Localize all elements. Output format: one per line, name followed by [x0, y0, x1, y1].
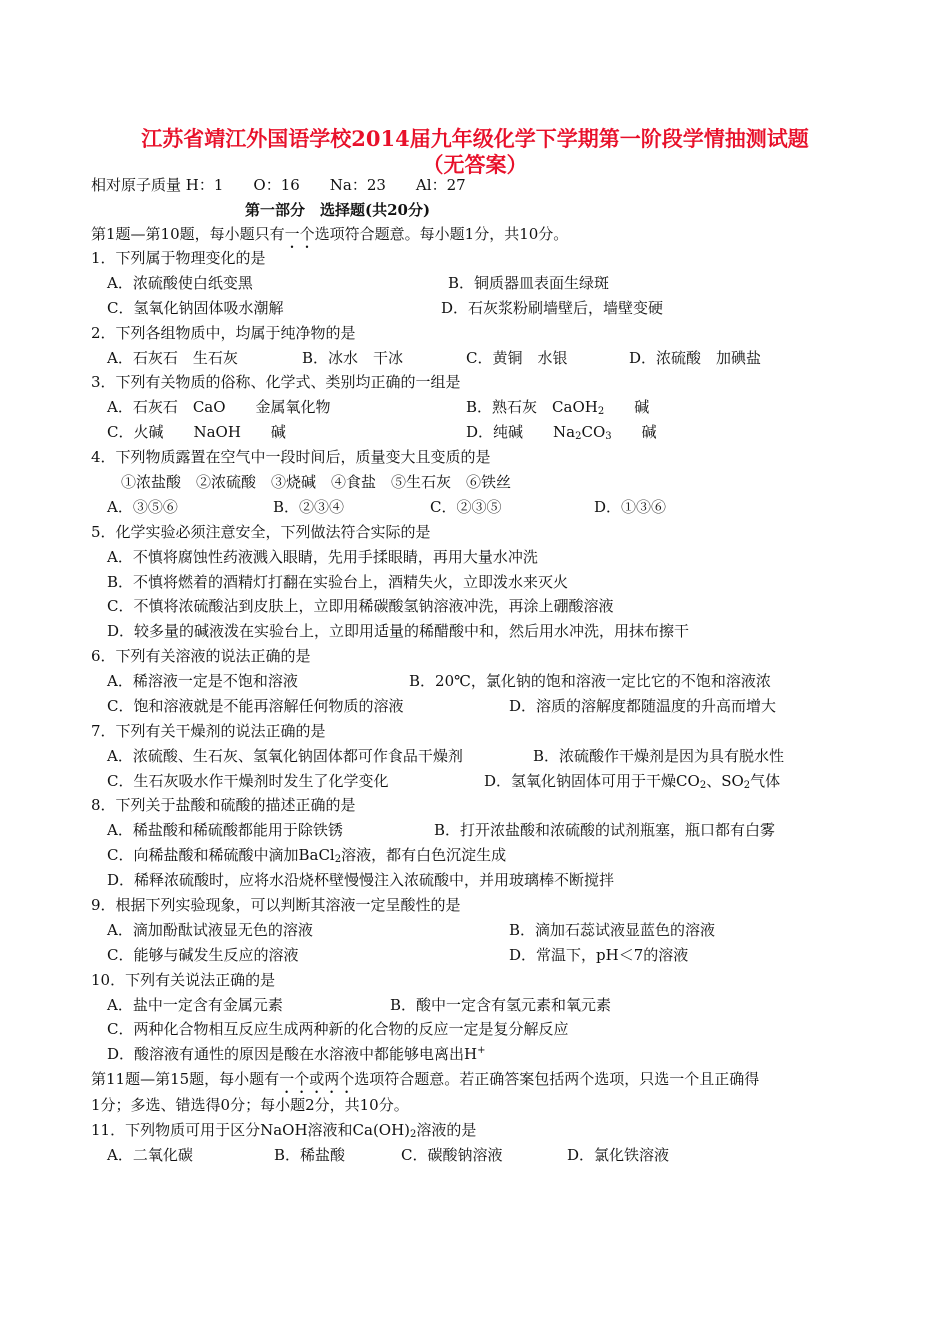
question-8-option-b: B．打开浓盐酸和浓硫酸的试剂瓶塞，瓶口都有白雾	[434, 821, 776, 839]
question-5-option-d: D．较多量的碱液泼在实验台上，立即用适量的稀醋酸中和，然后用水冲洗，用抹布擦干	[107, 622, 690, 640]
question-2-option-c: C．黄铜 水银	[466, 349, 568, 367]
question-4-option-d: D．①③⑥	[594, 498, 667, 516]
question-2-option-b: B．冰水 干冰	[302, 349, 404, 367]
question-2-stem: 2．下列各组物质中，均属于纯净物的是	[91, 324, 356, 342]
emphasis-text: 一个	[284, 225, 315, 243]
question-4-items: ①浓盐酸 ②浓硫酸 ③烧碱 ④食盐 ⑤生石灰 ⑥铁丝	[121, 473, 512, 491]
question-9-option-c: C．能够与碱发生反应的溶液	[107, 946, 299, 964]
question-7-option-b: B．浓硫酸作干燥剂是因为具有脱水性	[533, 747, 785, 765]
question-8-stem: 8．下列关于盐酸和硫酸的描述正确的是	[91, 796, 356, 814]
question-10-option-a: A．盐中一定含有金属元素	[107, 996, 283, 1014]
question-6-stem: 6．下列有关溶液的说法正确的是	[91, 647, 311, 665]
question-11-option-d: D．氯化铁溶液	[567, 1146, 670, 1164]
question-4-option-c: C．②③⑤	[430, 498, 502, 516]
question-9-option-b: B．滴加石蕊试液显蓝色的溶液	[509, 921, 716, 939]
question-6-option-a: A．稀溶液一定是不饱和溶液	[107, 672, 298, 690]
question-11-option-a: A．二氧化碳	[107, 1146, 193, 1164]
question-1-option-b: B．铜质器皿表面生绿斑	[448, 274, 610, 292]
atomic-mass-line: 相对原子质量 H：1 O：16 Na：23 Al：27	[91, 176, 466, 194]
question-8-option-a: A．稀盐酸和稀硫酸都能用于除铁锈	[107, 821, 343, 839]
part1-heading: 第一部分 选择题(共20分)	[245, 201, 431, 219]
question-11-option-b: B．稀盐酸	[274, 1146, 346, 1164]
instruction-2: 第11题—第15题，每小题有一个或两个选项符合题意。若正确答案包括两个选项，只选一个且正确得	[91, 1070, 760, 1088]
question-7-option-c: C．生石灰吸水作干燥剂时发生了化学变化	[107, 772, 389, 790]
question-10-option-b: B．酸中一定含有氢元素和氧元素	[390, 996, 612, 1014]
question-5-option-c: C．不慎将浓硫酸沾到皮肤上，立即用稀碳酸氢钠溶液冲洗，再涂上硼酸溶液	[107, 597, 614, 615]
question-1-option-a: A．浓硫酸使白纸变黑	[107, 274, 253, 292]
question-8-option-d: D．稀释浓硫酸时，应将水沿烧杯壁慢慢注入浓硫酸中，并用玻璃棒不断搅拌	[107, 871, 615, 889]
question-10-option-d: D．酸溶液有通性的原因是酸在水溶液中都能够电离出H+	[107, 1045, 486, 1063]
exam-title-note: （无答案）	[422, 152, 528, 177]
question-3-option-a: A．石灰石 CaO 金属氧化物	[107, 398, 331, 416]
question-4-option-a: A．③⑤⑥	[107, 498, 178, 516]
question-2-option-d: D．浓硫酸 加碘盐	[629, 349, 762, 367]
question-5-option-a: A．不慎将腐蚀性药液溅入眼睛，先用手揉眼睛，再用大量水冲洗	[107, 548, 538, 566]
question-1-option-c: C．氢氧化钠固体吸水潮解	[107, 299, 284, 317]
question-3-option-d: D．纯碱 $Na_2CO_3$ 碱	[466, 423, 657, 442]
question-7-stem: 7．下列有关干燥剂的说法正确的是	[91, 722, 326, 740]
question-6-option-c: C．饱和溶液就是不能再溶解任何物质的溶液	[107, 697, 404, 715]
question-10-option-c: C．两种化合物相互反应生成两种新的化合物的反应一定是复分解反应	[107, 1020, 569, 1038]
question-2-option-a: A．石灰石 生石灰	[107, 349, 238, 367]
question-10-stem: 10．下列有关说法正确的是	[91, 971, 276, 989]
question-9-stem: 9．根据下列实验现象，可以判断其溶液一定呈酸性的是	[91, 896, 461, 914]
question-6-option-d: D．溶质的溶解度都随温度的升高而增大	[509, 697, 777, 715]
question-11-stem: 11．下列物质可用于区分NaOH溶液和$Ca(OH)_2$溶液的是	[91, 1121, 477, 1140]
question-7-option-a: A．浓硫酸、生石灰、氢氧化钠固体都可作食品干燥剂	[107, 747, 463, 765]
question-6-option-b: B．20℃，氯化钠的饱和溶液一定比它的不饱和溶液浓	[409, 672, 771, 690]
question-4-stem: 4．下列物质露置在空气中一段时间后，质量变大且变质的是	[91, 448, 491, 466]
question-1-option-d: D．石灰浆粉刷墙壁后，墙壁变硬	[441, 299, 664, 317]
question-5-stem: 5．化学实验必须注意安全，下列做法符合实际的是	[91, 523, 431, 541]
question-7-option-d: D．氢氧化钠固体可用于干燥$CO_2$、$SO_2$气体	[484, 772, 781, 791]
exam-title: 江苏省靖江外国语学校2014届九年级化学下学期第一阶段学情抽测试题	[141, 126, 809, 151]
question-9-option-d: D．常温下，pH＜7的溶液	[509, 946, 689, 964]
question-5-option-b: B．不慎将燃着的酒精灯打翻在实验台上，酒精失火，立即泼水来灭火	[107, 573, 569, 591]
instruction-2-line2: 1分；多选、错选得0分；每小题2分，共10分。	[91, 1096, 409, 1114]
question-8-option-c: C．向稀盐酸和稀硫酸中滴加BaCl$_2$溶液，都有白色沉淀生成	[107, 846, 507, 865]
question-9-option-a: A．滴加酚酞试液显无色的溶液	[107, 921, 313, 939]
question-11-option-c: C．碳酸钠溶液	[401, 1146, 503, 1164]
instruction-1: 第1题—第10题，每小题只有一个选项符合题意。每小题1分，共10分。	[91, 225, 569, 243]
question-3-option-c: C．火碱 NaOH 碱	[107, 423, 286, 441]
question-3-stem: 3．下列有关物质的俗称、化学式、类别均正确的一组是	[91, 373, 461, 391]
emphasis-text: 一个或两个	[279, 1070, 355, 1088]
question-4-option-b: B．②③④	[273, 498, 345, 516]
question-1-stem: 1．下列属于物理变化的是	[91, 249, 266, 267]
question-3-option-b: B．熟石灰 CaOH$_2$ 碱	[466, 398, 650, 417]
